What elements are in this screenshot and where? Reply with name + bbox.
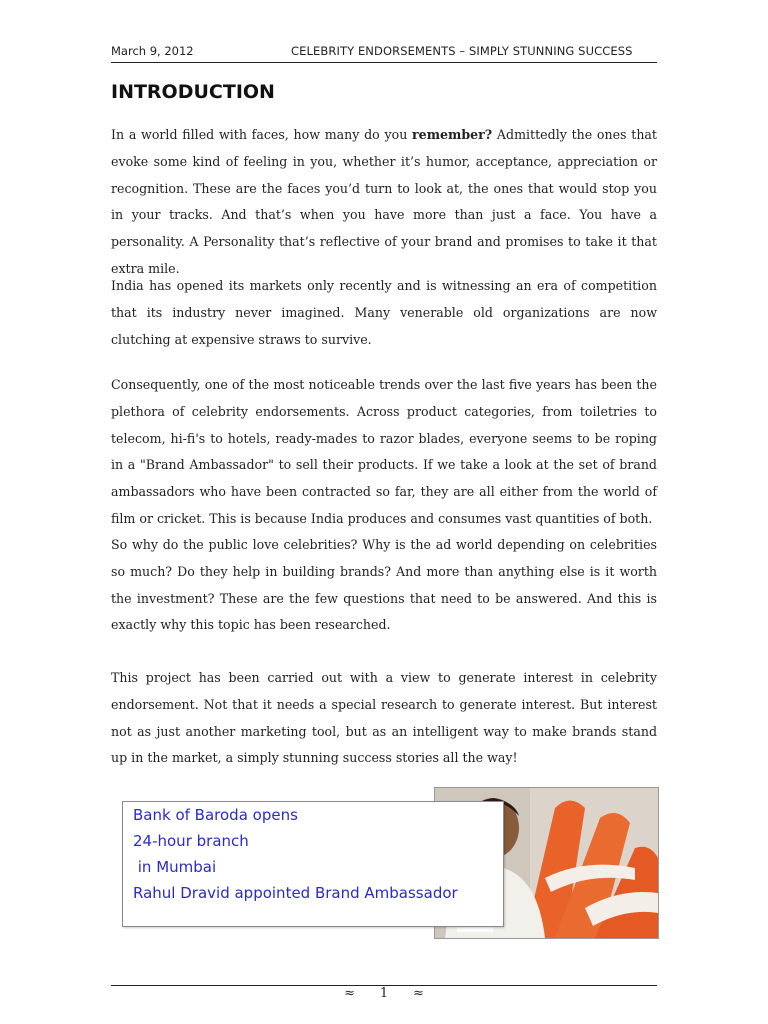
paragraph-2-text: India has opened its markets only recently and is witnessing an era of competition that its industry never imagined. Many venerable old organizations are now clutching at expensive straws to survive. xyxy=(111,278,657,347)
caption-line-4: Rahul Dravid appointed Brand Ambassador xyxy=(133,884,458,902)
paragraph-5-text: This project has been carried out with a view to generate interest in celebrity endorsement. Not that it needs a special research to generate interest. But interest not as just another marketing tool, but as an intelligent way to make brands stand up in the market, a simply stunning success stories all the way! xyxy=(111,670,657,766)
paragraph-3 xyxy=(111,372,657,533)
paragraph-5 xyxy=(111,665,657,772)
page-footer xyxy=(0,986,768,1001)
caption-line-1: Bank of Baroda opens xyxy=(133,806,298,824)
footer-ornament-left: ≈ xyxy=(344,986,356,1001)
paragraph-2 xyxy=(111,273,657,353)
paragraph-1-text-a: In a world filled with faces, how many do you xyxy=(111,127,413,142)
header-date: March 9, 2012 xyxy=(111,44,194,58)
paragraph-3-text: Consequently, one of the most noticeable trends over the last five years has been the plethora of celebrity endorsements. Across product categories, from toiletries to telecom, hi-fi's to hotels, ready-mades to razor blades, everyone seems to be roping in a "Brand Ambassador" to sell their products. If we take a look at the set of brand ambassadors who have been contracted so far, they are all either from the world of film or cricket. This is because India produces and consumes vast quantities of both. xyxy=(111,377,657,526)
header-title: CELEBRITY ENDORSEMENTS – SIMPLY STUNNING SUCCESS xyxy=(291,44,633,58)
page-header xyxy=(111,44,657,62)
paragraph-4 xyxy=(111,532,657,639)
section-heading: INTRODUCTION xyxy=(111,81,275,103)
paragraph-4-text: So why do the public love celebrities? Why is the ad world depending on celebrities so much? Do they help in building brands? And more than anything else is it worth the investment? These are the few questions that need to be answered. And this is exactly why this topic has been researched. xyxy=(111,537,657,633)
page-number: 1 xyxy=(379,986,389,1001)
header-rule xyxy=(111,62,657,63)
paragraph-1-bold: remember? xyxy=(412,127,493,142)
caption-line-2: 24-hour branch xyxy=(133,832,249,850)
caption-line-3: in Mumbai xyxy=(133,858,217,876)
paragraph-1-text-b: Admittedly the ones that evoke some kind of feeling in you, whether it’s humor, acceptance, appreciation or recognition. These are the faces you’d turn to look at, the ones that would stop you in your tracks. And that’s when you have more than just a face. You have a personality. A Personality that’s reflective of your brand and promises to take it that extra mile. xyxy=(111,127,657,276)
caption-box xyxy=(122,801,504,927)
footer-ornament-right: ≈ xyxy=(412,986,424,1001)
paragraph-1 xyxy=(111,122,657,283)
